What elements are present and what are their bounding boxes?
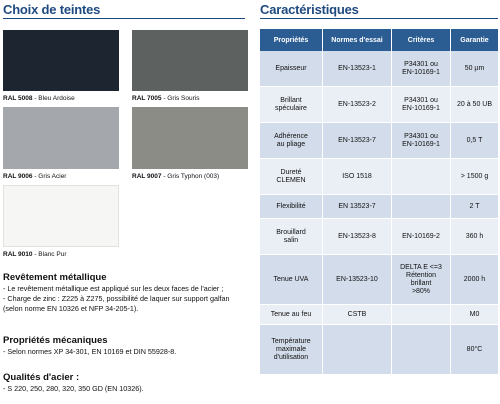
cell-line: P34301 ou xyxy=(404,132,438,140)
heading-rule xyxy=(3,18,245,19)
cell-line: 20 à 50 UB xyxy=(456,100,493,108)
table-row xyxy=(260,87,498,123)
cell-line: P34301 ou xyxy=(404,96,438,104)
table-cell-garantie xyxy=(451,87,498,123)
cell-line: DELTA E <=3 xyxy=(400,263,442,271)
table-row xyxy=(260,159,498,195)
proprietes-block xyxy=(3,335,243,357)
cell-line: Epaisseur xyxy=(275,64,307,72)
cell-line: 2 T xyxy=(469,202,480,210)
swatch-label-ral-7005: RAL 7005 - Gris Souris xyxy=(132,95,200,102)
table-cell-prop xyxy=(260,219,323,255)
cell-line: brillant xyxy=(410,279,432,287)
table-cell-prop xyxy=(260,51,323,87)
cell-line: 50 µm xyxy=(464,64,485,72)
revetement-block xyxy=(3,272,243,314)
table-cell-garantie xyxy=(451,255,498,305)
table-row xyxy=(260,51,498,87)
color-swatch-ral-9010 xyxy=(3,185,119,247)
table-cell-prop xyxy=(260,87,323,123)
cell-line: EN-10169-1 xyxy=(402,140,440,148)
column-header: Critères xyxy=(392,29,451,51)
swatch-label-ral-9010: RAL 9010 - Blanc Pur xyxy=(3,251,67,258)
table-cell-prop xyxy=(260,255,323,305)
table-row xyxy=(260,195,498,219)
cell-line: EN-13523-7 xyxy=(338,136,376,144)
cell-line: maximale xyxy=(276,345,306,353)
cell-line: EN-13523-1 xyxy=(338,64,376,72)
qualites-title: Qualités d'acier : xyxy=(3,372,80,383)
specs-table xyxy=(260,29,498,375)
table-cell-garantie xyxy=(451,195,498,219)
cell-line: Tenue au feu xyxy=(270,310,312,318)
swatch-label-ral-9007: RAL 9007 - Gris Typhon (003) xyxy=(132,173,220,180)
color-swatch-ral-9007 xyxy=(132,107,248,169)
swatch-label-ral-5008: RAL 5008 - Bleu Ardoise xyxy=(3,95,75,102)
table-cell-garantie xyxy=(451,305,498,325)
table-cell-prop xyxy=(260,123,323,159)
cell-line: spéculaire xyxy=(275,104,307,112)
table-cell-prop xyxy=(260,195,323,219)
revetement-title: Revêtement métallique xyxy=(3,272,107,283)
cell-line: Température xyxy=(271,337,311,345)
color-swatch-ral-9006 xyxy=(3,107,119,169)
table-cell-prop xyxy=(260,159,323,195)
cell-line: >80% xyxy=(411,287,431,295)
table-cell-garantie xyxy=(451,325,498,375)
cell-line: 0,5 T xyxy=(466,136,483,144)
table-row xyxy=(260,219,498,255)
cell-line: d'utilisation xyxy=(273,353,309,361)
swatch-label-ral-9006: RAL 9006 - Gris Acier xyxy=(3,173,67,180)
cell-line: Brouillard xyxy=(276,228,306,236)
qualites-block xyxy=(3,372,243,394)
column-header: Normes d'essai xyxy=(323,29,392,51)
table-cell-crit xyxy=(392,159,451,195)
table-row xyxy=(260,123,498,159)
color-swatch-ral-7005 xyxy=(132,30,248,91)
cell-line: EN-13523-2 xyxy=(338,100,376,108)
table-cell-garantie xyxy=(451,51,498,87)
table-cell-crit xyxy=(392,123,451,159)
table-cell-norm xyxy=(323,159,392,195)
table-cell-norm xyxy=(323,255,392,305)
cell-line: EN-13523-8 xyxy=(338,232,376,240)
cell-line: EN-10169-1 xyxy=(402,68,440,76)
table-cell-garantie xyxy=(451,159,498,195)
cell-line: EN-10169-1 xyxy=(402,104,440,112)
cell-line: Dureté xyxy=(280,168,302,176)
table-cell-crit xyxy=(392,51,451,87)
table-cell-prop xyxy=(260,305,323,325)
cell-line: Flexibilité xyxy=(276,202,306,210)
proprietes-title: Propriétés mécaniques xyxy=(3,335,108,346)
cell-line: EN-10169-2 xyxy=(402,232,440,240)
cell-line: au pliage xyxy=(276,140,306,148)
cell-line: P34301 ou xyxy=(404,60,438,68)
table-cell-norm xyxy=(323,195,392,219)
table-row xyxy=(260,325,498,375)
cell-line: > 1500 g xyxy=(460,172,489,180)
cell-line: EN 13523-7 xyxy=(338,202,376,210)
qualites-line: - S 220, 250, 280, 320, 350 GD (EN 10326). xyxy=(3,384,144,393)
revetement-line: (selon norme EN 10326 et NFP 34-205-1). xyxy=(3,304,139,313)
table-cell-crit xyxy=(392,255,451,305)
column-header: Propriétés xyxy=(260,29,323,51)
cell-line: 80°C xyxy=(466,345,483,353)
table-cell-norm xyxy=(323,305,392,325)
table-cell-norm xyxy=(323,51,392,87)
revetement-line: - Charge de zinc : Z225 à Z275, possibilité de laquer sur support galfan xyxy=(3,294,230,303)
table-cell-norm xyxy=(323,123,392,159)
cell-line: EN-13523-10 xyxy=(336,275,378,283)
table-cell-crit xyxy=(392,305,451,325)
cell-line: CLEMEN xyxy=(276,176,306,184)
revetement-line: - Le revêtement métallique est appliqué sur les deux faces de l'acier ; xyxy=(3,284,224,293)
cell-line: Adhérence xyxy=(274,132,308,140)
cell-line: Brillant xyxy=(280,96,302,104)
table-cell-crit xyxy=(392,219,451,255)
color-swatch-ral-5008 xyxy=(3,30,119,91)
table-cell-norm xyxy=(323,87,392,123)
table-row xyxy=(260,305,498,325)
table-cell-prop xyxy=(260,325,323,375)
cell-line: 360 h xyxy=(465,232,484,240)
table-header-row xyxy=(260,29,498,51)
cell-line: ISO 1518 xyxy=(342,172,372,180)
cell-line: M0 xyxy=(469,310,480,318)
cell-line: Rétention xyxy=(406,271,436,279)
heading-rule xyxy=(260,18,498,19)
table-cell-norm xyxy=(323,219,392,255)
table-cell-crit xyxy=(392,87,451,123)
table-cell-norm xyxy=(323,325,392,375)
column-header: Garantie xyxy=(451,29,498,51)
table-cell-crit xyxy=(392,195,451,219)
table-row xyxy=(260,255,498,305)
section-title-caracteristiques: Caractéristiques xyxy=(260,2,359,17)
cell-line: Tenue UVA xyxy=(273,275,309,283)
section-title-teintes: Choix de teintes xyxy=(3,2,101,17)
cell-line: salin xyxy=(283,236,299,244)
proprietes-line: - Selon normes XP 34-301, EN 10169 et DIN 55928-8. xyxy=(3,347,177,356)
table-cell-crit xyxy=(392,325,451,375)
table-cell-garantie xyxy=(451,219,498,255)
cell-line: 2000 h xyxy=(463,275,486,283)
cell-line: CSTB xyxy=(347,310,367,318)
table-cell-garantie xyxy=(451,123,498,159)
